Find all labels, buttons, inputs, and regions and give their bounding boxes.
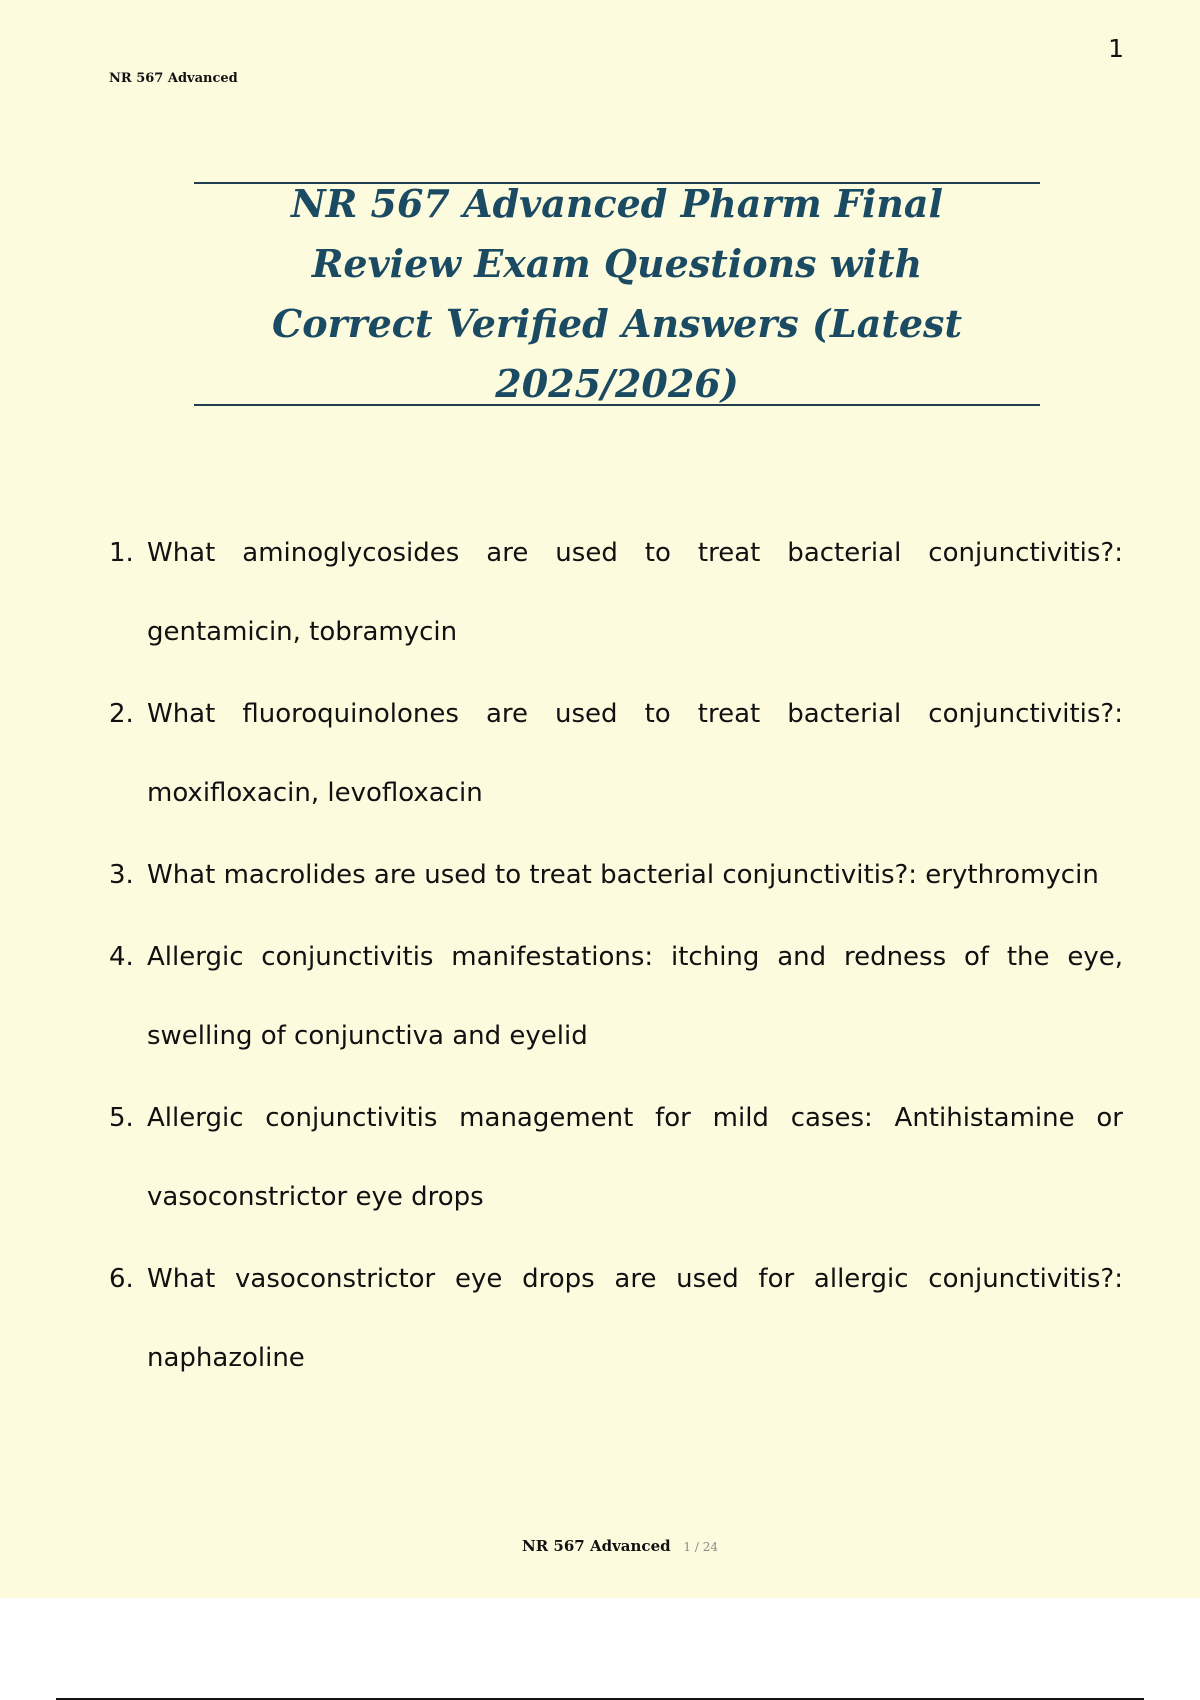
list-item <box>109 514 1123 672</box>
list-item <box>109 918 1123 1076</box>
question-text: What aminoglycosides are used to treat bacterial conjunctivitis?: gentamicin, tobramycin <box>147 538 1123 647</box>
footer-page-count: 1 / 24 <box>683 1540 718 1554</box>
list-item <box>109 1240 1123 1398</box>
question-number: 3. <box>109 860 134 890</box>
question-text: What fluoroquinolones are used to treat bacterial conjunctivitis?: moxifloxacin, levofloxacin <box>147 699 1123 808</box>
running-header: NR 567 Advanced <box>109 71 238 86</box>
list-item <box>109 836 1123 915</box>
question-text: What vasoconstrictor eye drops are used for allergic conjunctivitis?: naphazoline <box>147 1264 1123 1373</box>
page-footer <box>0 1537 1200 1555</box>
list-item <box>109 1079 1123 1237</box>
question-text: What macrolides are used to treat bacterial conjunctivitis?: erythromycin <box>147 860 1099 890</box>
page-number: 1 <box>1108 34 1124 63</box>
question-number: 4. <box>109 942 134 972</box>
title-block <box>194 182 1040 406</box>
question-number: 2. <box>109 699 134 729</box>
question-number: 1. <box>109 538 134 568</box>
question-text: Allergic conjunctivitis management for mild cases: Antihistamine or vasoconstrictor eye drops <box>147 1103 1123 1212</box>
question-number: 6. <box>109 1264 134 1294</box>
list-item <box>109 675 1123 833</box>
question-number: 5. <box>109 1103 134 1133</box>
question-list <box>109 514 1123 1401</box>
question-text: Allergic conjunctivitis manifestations: itching and redness of the eye, swelling of conjunctiva and eyelid <box>147 942 1123 1051</box>
document-title: NR 567 Advanced Pharm Final Review Exam Questions with Correct Verified Answers (Latest 2025/2026) <box>272 181 962 406</box>
footer-label: NR 567 Advanced <box>522 1537 671 1555</box>
